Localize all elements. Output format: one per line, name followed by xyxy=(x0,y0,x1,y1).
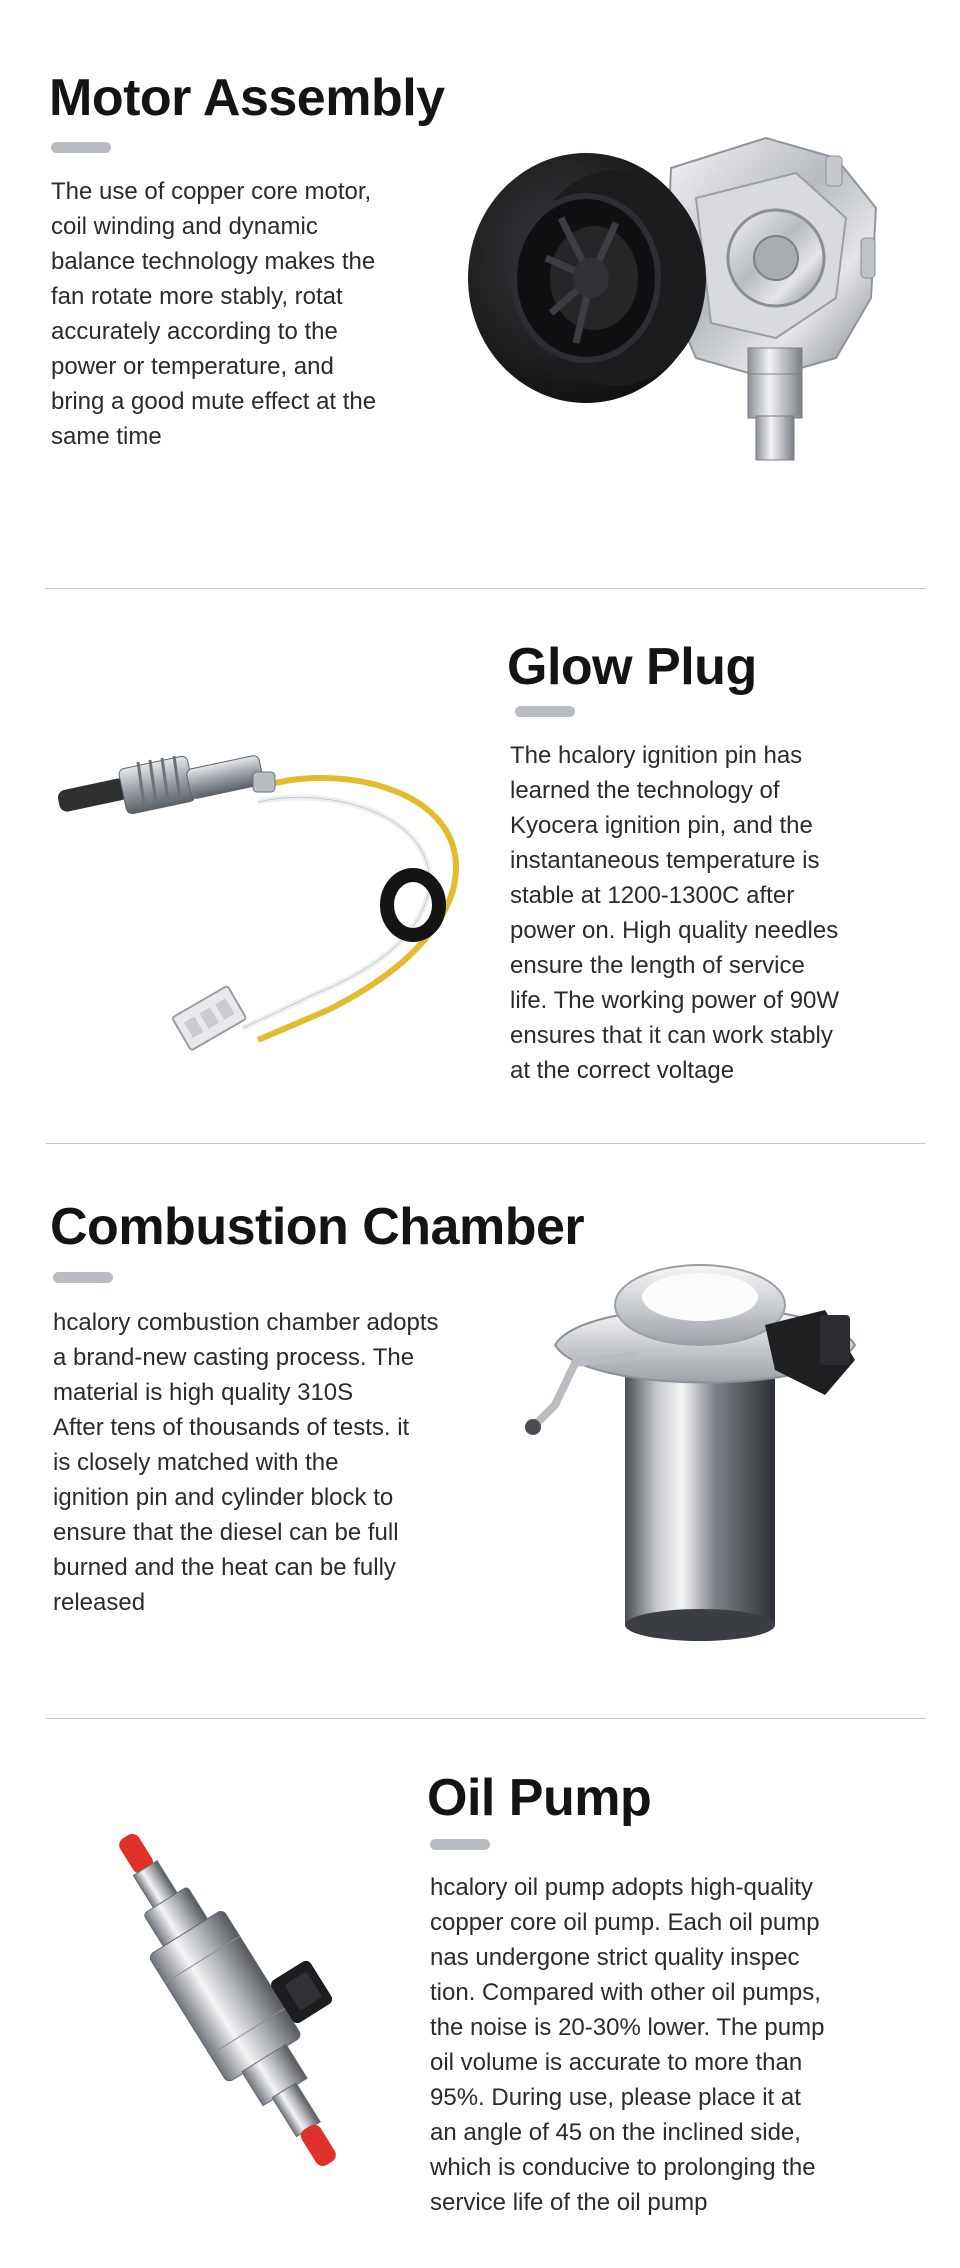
section-title: Motor Assembly xyxy=(49,69,445,127)
section-title: Oil Pump xyxy=(427,1769,652,1827)
glow-plug-section xyxy=(0,590,960,1145)
section-title: Glow Plug xyxy=(507,638,757,696)
glow-plug-icon xyxy=(58,690,468,1070)
combustion-chamber-section xyxy=(0,1145,960,1720)
oil-pump-icon xyxy=(90,1810,380,2210)
section-divider xyxy=(46,1718,926,1719)
accent-bar xyxy=(51,142,111,153)
combustion-chamber-icon xyxy=(525,1255,875,1655)
motor-assembly-section xyxy=(0,0,960,590)
section-title: Combustion Chamber xyxy=(50,1198,585,1256)
accent-bar xyxy=(515,706,575,717)
accent-bar xyxy=(53,1272,113,1283)
oil-pump-section xyxy=(0,1720,960,2268)
motor-fan-icon xyxy=(466,128,896,488)
section-divider xyxy=(46,588,926,589)
section-description: The use of copper core motor, coil winding and dynamic balance technology makes the fan rotate more stably, rotat accurately according to the power or temperature, and bring a good mute effect at the same time xyxy=(51,178,377,450)
section-divider xyxy=(46,1143,926,1144)
section-description: hcalory oil pump adopts high-quality copper core oil pump. Each oil pump nas undergone strict quality inspec tion. Compared with other oil pumps, the noise is 20-30% lower. The pump oil volume is accurate to more than 95%. During use, please place it at an angle of 45 on the inclined side, which is conducive to prolonging the service life of the oil pump xyxy=(430,1874,825,2216)
accent-bar xyxy=(430,1839,490,1850)
section-description: The hcalory ignition pin has learned the technology of Kyocera ignition pin, and the instantaneous temperature is stable at 1200-1300C after power on. High quality needles ensure the length of service life. The working power of 90W ensures that it can work stably at the correct voltage xyxy=(510,742,840,1084)
section-description: hcalory combustion chamber adopts a brand-new casting process. The material is high quality 310S After tens of thousands of tests. it is closely matched with the ignition pin and cylinder block to ensure that the diesel can be full burned and the heat can be fully released xyxy=(53,1309,439,1616)
